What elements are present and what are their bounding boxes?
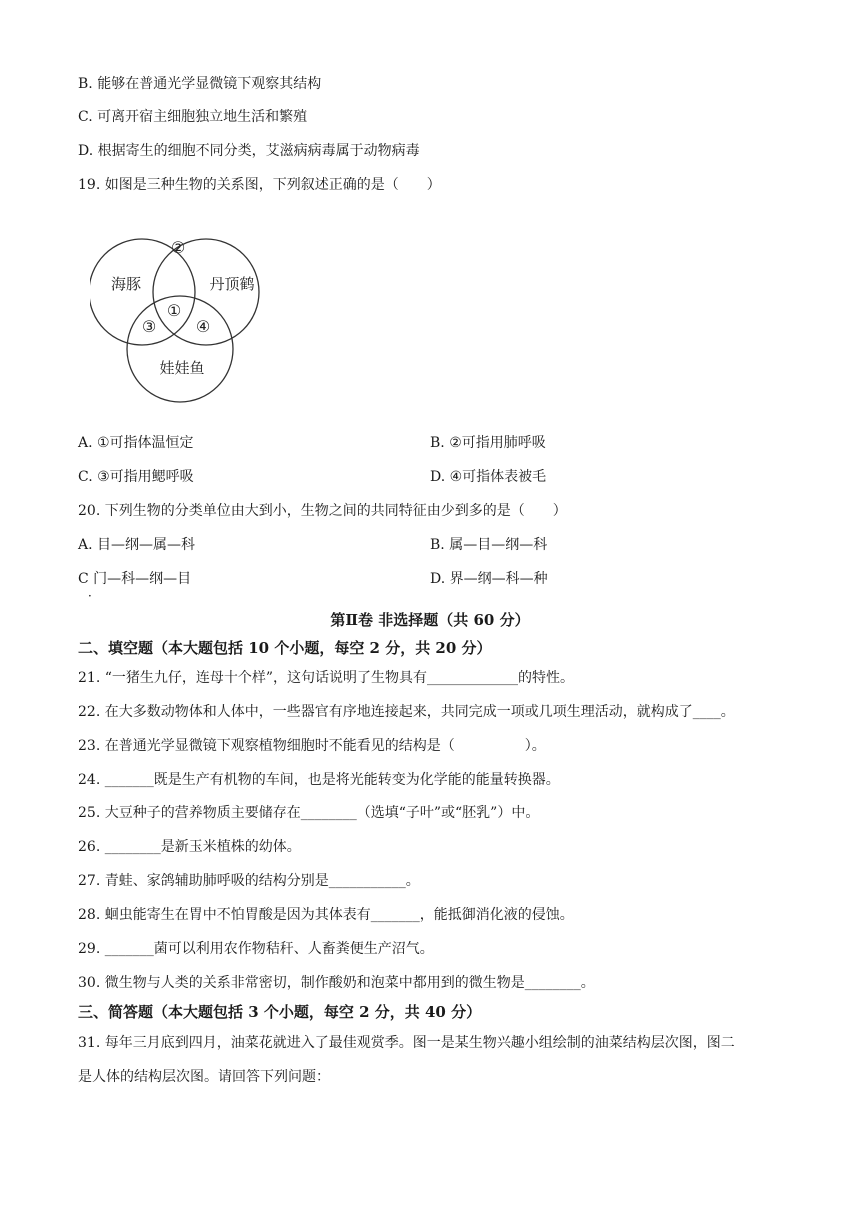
q19-option-a: A. ①可指体温恒定 xyxy=(78,435,194,451)
q20-option-a: A. 目—纲—属—科 xyxy=(78,537,196,553)
q19-option-c: C. ③可指用鳃呼吸 xyxy=(78,469,194,485)
fill-question-27: 27. 青蛙、家鸽辅助肺呼吸的结构分别是___________。 xyxy=(78,873,420,889)
q31-line-2: 是人体的结构层次图。请回答下列问题： xyxy=(78,1069,330,1085)
fill-question-21: 21. “一猪生九仔，连母十个样”，这句话说明了生物具有_____________的特性。 xyxy=(78,670,575,686)
label-dolphin: 海豚 xyxy=(110,275,142,293)
fill-question-22: 22. 在大多数动物体和人体中，一些器官有序地连接起来，共同完成一项或几项生理活动，就构成了____。 xyxy=(78,704,735,720)
venn-diagram xyxy=(90,234,270,404)
label-crane: 丹顶鹤 xyxy=(209,275,255,293)
fill-question-29: 29. _______菌可以利用农作物秸秆、人畜粪便生产沼气。 xyxy=(78,941,434,957)
fill-question-30: 30. 微生物与人类的关系非常密切，制作酸奶和泡菜中都用到的微生物是________。 xyxy=(78,975,595,991)
fill-question-23: 23. 在普通光学显微镜下观察植物细胞时不能看见的结构是（ ）。 xyxy=(78,738,546,754)
q20-option-d: D. 界—纲—科—种 xyxy=(430,571,548,587)
q19-stem: 19. 如图是三种生物的关系图，下列叙述正确的是（ ） xyxy=(78,177,441,193)
q18-option-d: D. 根据寄生的细胞不同分类，艾滋病病毒属于动物病毒 xyxy=(78,143,420,159)
region-4-label: ④ xyxy=(195,317,211,336)
region-2-label: ② xyxy=(170,238,186,257)
q20-option-c-dot: ． xyxy=(88,585,101,599)
fill-question-25: 25. 大豆种子的营养物质主要储存在________（选填“子叶”或“胚乳”）中。 xyxy=(78,805,540,821)
section-2-title: 二、填空题（本大题包括 10 个小题，每空 2 分，共 20 分） xyxy=(78,639,492,657)
q20-option-c: C 门—科—纲—目 xyxy=(78,571,192,587)
fill-question-24: 24. _______既是生产有机物的车间，也是将光能转变为化学能的能量转换器。 xyxy=(78,772,560,788)
section-3-title: 三、简答题（本大题包括 3 个小题，每空 2 分，共 40 分） xyxy=(78,1003,482,1021)
q18-option-c: C. 可离开宿主细胞独立地生活和繁殖 xyxy=(78,109,308,125)
q20-stem: 20. 下列生物的分类单位由大到小，生物之间的共同特征由少到多的是（ ） xyxy=(78,503,567,519)
q19-option-b: B. ②可指用肺呼吸 xyxy=(430,435,546,451)
region-1-label: ① xyxy=(166,301,182,320)
q20-option-b: B. 属—目—纲—科 xyxy=(430,537,548,553)
q18-option-b: B. 能够在普通光学显微镜下观察其结构 xyxy=(78,76,322,92)
part-2-title: 第Ⅱ卷 非选择题（共 60 分） xyxy=(330,611,530,629)
fill-question-26: 26. ________是新玉米植株的幼体。 xyxy=(78,839,301,855)
fill-question-28: 28. 蛔虫能寄生在胃中不怕胃酸是因为其体表有_______，能抵御消化液的侵蚀。 xyxy=(78,907,574,923)
region-3-label: ③ xyxy=(141,317,157,336)
q31-line-1: 31. 每年三月底到四月，油菜花就进入了最佳观赏季。图一是某生物兴趣小组绘制的油菜结构层次图，图二 xyxy=(78,1035,735,1051)
label-salamander: 娃娃鱼 xyxy=(159,359,205,377)
q19-option-d: D. ④可指体表被毛 xyxy=(430,469,547,485)
